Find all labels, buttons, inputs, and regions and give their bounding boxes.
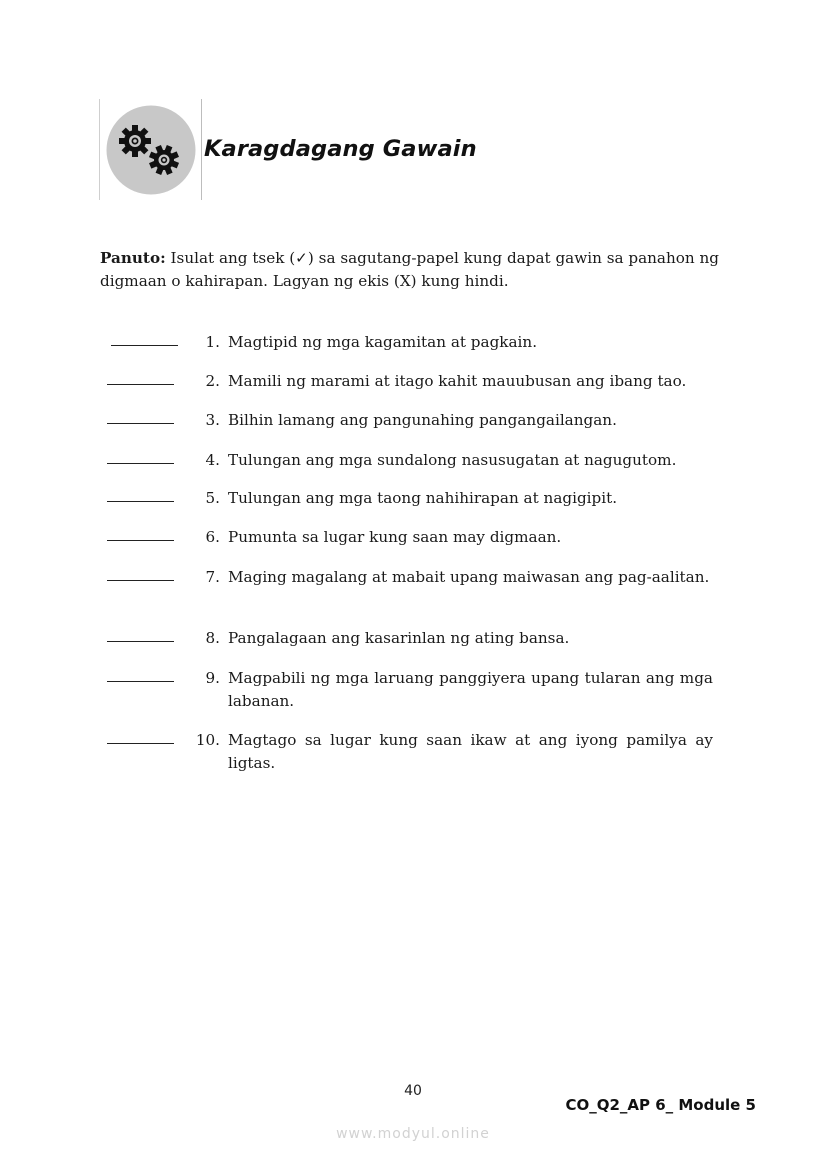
answer-blank[interactable] bbox=[107, 743, 174, 744]
answer-blank[interactable] bbox=[107, 641, 174, 642]
watermark: www.modyul.online bbox=[336, 1126, 490, 1142]
item-number: 9. bbox=[205, 669, 220, 687]
item-text: Magtago sa lugar kung saan ikaw at ang iyong pamilya ay ligtas. bbox=[228, 731, 713, 772]
item-text: Bilhin lamang ang pangunahing pangangailangan. bbox=[228, 411, 617, 429]
instructions-text: Isulat ang tsek (✓) sa sagutang-papel kung dapat gawin sa panahon ng digmaan o kahirapan. Lagyan ng ekis (X) kung hindi. bbox=[100, 249, 720, 290]
item-text: Magpabili ng mga laruang panggiyera upang tularan ang mga labanan. bbox=[228, 669, 713, 710]
answer-blank[interactable] bbox=[107, 384, 174, 385]
section-title: Karagdagang Gawain bbox=[204, 136, 477, 162]
badge-circle bbox=[107, 106, 196, 195]
item-text: Pumunta sa lugar kung saan may digmaan. bbox=[228, 528, 562, 546]
item-number: 10. bbox=[195, 731, 220, 749]
answer-blank[interactable] bbox=[107, 580, 174, 581]
module-code: CO_Q2_AP 6_ Module 5 bbox=[565, 1096, 756, 1114]
item-number: 5. bbox=[205, 489, 220, 507]
large-gear-icon bbox=[119, 125, 151, 157]
item-number: 8. bbox=[205, 629, 220, 647]
header-divider-left bbox=[99, 99, 100, 200]
answer-blank[interactable] bbox=[111, 345, 178, 346]
gears-icon bbox=[106, 105, 196, 195]
item-number: 4. bbox=[205, 451, 220, 469]
item-text: Pangalagaan ang kasarinlan ng ating bansa. bbox=[228, 629, 570, 647]
instructions-label: Panuto: bbox=[100, 249, 166, 267]
item-number: 7. bbox=[205, 568, 220, 586]
item-number: 2. bbox=[205, 372, 220, 390]
item-text: Tulungan ang mga sundalong nasusugatan at nagugutom. bbox=[228, 451, 677, 469]
item-text: Tulungan ang mga taong nahihirapan at nagigipit. bbox=[228, 489, 618, 507]
item-text: Mamili ng marami at itago kahit mauubusan ang ibang tao. bbox=[228, 372, 687, 390]
item-number: 1. bbox=[205, 333, 220, 351]
gears-badge bbox=[106, 105, 196, 195]
item-number: 3. bbox=[205, 411, 220, 429]
item-text: Magtipid ng mga kagamitan at pagkain. bbox=[228, 333, 538, 351]
answer-blank[interactable] bbox=[107, 463, 174, 464]
item-text: Maging magalang at mabait upang maiwasan ang pag-aalitan. bbox=[228, 568, 710, 586]
answer-blank[interactable] bbox=[107, 540, 174, 541]
answer-blank[interactable] bbox=[107, 681, 174, 682]
header-divider-right bbox=[201, 99, 202, 200]
page-number: 40 bbox=[404, 1083, 422, 1099]
item-number: 6. bbox=[205, 528, 220, 546]
instructions bbox=[100, 247, 730, 293]
answer-blank[interactable] bbox=[107, 501, 174, 502]
answer-blank[interactable] bbox=[107, 423, 174, 424]
